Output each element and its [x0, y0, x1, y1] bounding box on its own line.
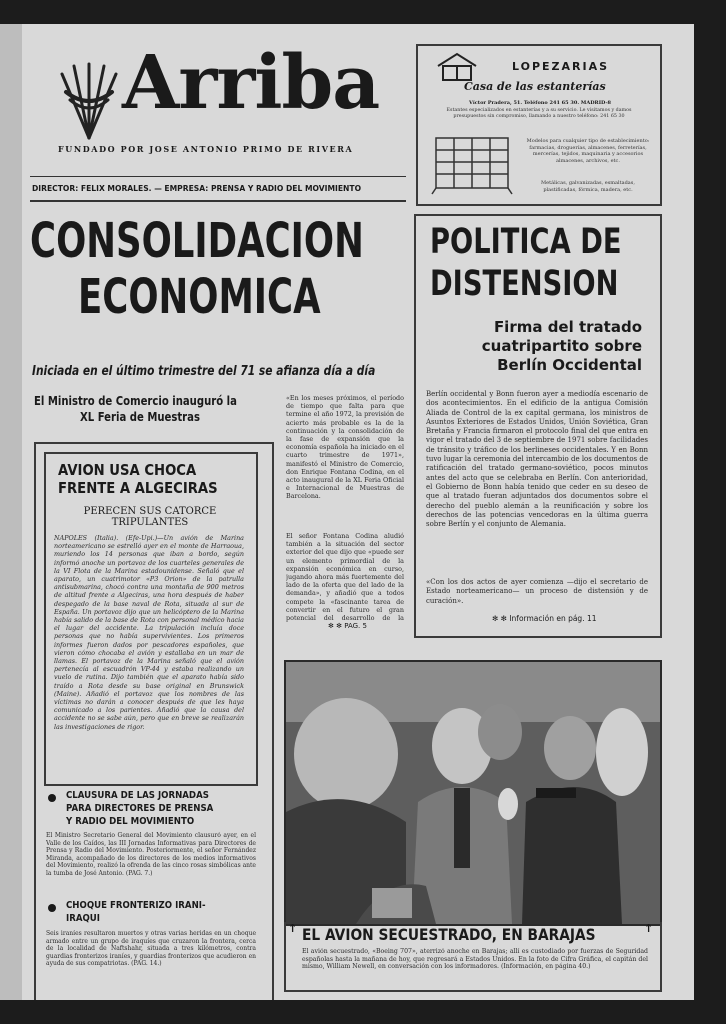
clausura-title-3: Y RADIO DEL MOVIMIENTO [66, 816, 195, 827]
distension-ref-text: Información en pág. 11 [509, 614, 597, 623]
ad-intro: Estantes especializados en estanterías y a su servicio. Le visitamos y damos presupuestos sin compromiso, llamando a nuestro teléfono: 241 65 30 [446, 108, 632, 119]
avion-usa-subhead-1: PERECEN SUS CATORCE [83, 506, 217, 517]
ad-brand: LOPEZARIAS [512, 60, 610, 73]
choque-title-1: CHOQUE FRONTERIZO IRANI- [66, 900, 206, 911]
photo-caption: El avión secuestrado, «Boeing 707», aterrizó anoche en Barajas; allí es custodiado por fuerzas de Seguridad españolas hasta la mañana de hoy, que regresará a Estados Unidos. En la foto de Cifra Gráfica, el capitán del mismo, William Newell, en conversación con los informadores. (Información, en página 40.) [302, 948, 648, 971]
masthead-title: Arriba [122, 40, 380, 126]
lopezarias-ad [416, 44, 662, 206]
distension-quote: «Con los dos actos de ayer comienza —dijo el secretario de Estado norteamericano— un proceso de distensión y de curación». [426, 578, 648, 605]
avion-usa-headline-1: AVION USA CHOCA [58, 461, 197, 479]
avion-usa-headline-2: FRENTE A ALGECIRAS [58, 479, 218, 497]
distension-body: Berlín occidental y Bonn fueron ayer a mediodía escenario de dos acontecimientos. En el edificio de la antigua Comisión Aliada de Control de la ex capital germana, los ministros de Asuntos Exteriores de Estados Unidos, Unión Soviética, Gran Bretaña y Francia firmaron el protocolo final del que entra en vigor el tratado del 3 de septiembre de 1971 sobre facilidades de tránsito y tráfico de los berlineses occidentales. Y en Bonn tuvo lugar la ceremonia del intercambio de los documentos de ratificación del tratado germano-soviético, pocos minutos antes del acto que se celebraba en Berlín. Con anterioridad, el Gobierno de Bonn había tenido que ceder en su deseo de que al tratado fueran adjuntados dos documentos sobre el derecho del pueblo alemán a la reunificación y sobre los derechos de las potencias vencedoras en la última guerra sobre Berlín y el conjunto de Alemania. [426, 390, 648, 529]
choque-body: Seis iraníes resultaron muertos y otras varias heridas en un choque armado entre un grupo de iraquíes que cruzaron la frontera, cerca de la localidad de Naftshahr, situada a tres kilómetros, contra guardias fronterizos iraníes, y guardias fronterizos que acudieron en ayuda de sus compatriotas. (PAG. 14.) [46, 930, 256, 968]
main-story-body-2: El señor Fontana Codina aludió también a la situación del sector exterior del que dijo que «puede ser un elemento primordial de la expansión económica en curso, jugando ahora más fuertemente del lado de la oferta que del lado de la demanda», y añadió que a todos compete la «fascinante tarea de convertir en el futuro el gran potencial del desarrollo de la [286, 532, 404, 622]
main-deck-line-2: XL Feria de Muestras [80, 410, 200, 424]
clausura-body: El Ministro Secretario General del Movimiento clausuró ayer, en el Valle de los Caídos, las III Jornadas Informativas para Directores de Prensa y Radio del Movimiento. Posteriormente, el señor Fernández Miranda, acompañado de los directores de los medios informativos del Movimiento, realizó la ofrenda de las cinco rosas simbólicas ante la tumba de José Antonio. (PAG. 7.) [46, 832, 256, 877]
avion-usa-subhead-2: TRIPULANTES [111, 517, 189, 528]
photo-headline: EL AVION SECUESTRADO, EN BARAJAS [302, 925, 596, 944]
arrow-up-icon: ↑ [288, 922, 298, 935]
main-headline-line-2: ECONOMICA [78, 269, 321, 325]
ad-tagline: Casa de las estanterías [464, 80, 606, 93]
main-story-ref [328, 622, 367, 630]
distension-headline-2: DISTENSION [430, 264, 619, 304]
main-headline-line-1: CONSOLIDACION [30, 213, 364, 269]
yoke-and-arrows-emblem [56, 58, 122, 140]
main-story-body-1: «En los meses próximos, el período de tiempo que falta para que termine el año 1972, la previsión de acierto más probable es la de la continuación y la consolidación de la fase de expansión que la economía española ha iniciado en el cuarto trimestre de 1971», manifestó el Ministro de Comercio, don Enrique Fontana Codina, en el acto inaugural de la XL Feria Oficial e Internacional de Muestras de Barcelona. [286, 394, 404, 501]
masthead-rule-top [30, 176, 406, 177]
distension-ref [492, 614, 597, 623]
masthead-founded-line: FUNDADO POR JOSE ANTONIO PRIMO DE RIVERA [58, 144, 354, 154]
distension-subhead-3: Berlín Occidental [497, 356, 642, 374]
distension-headline-1: POLITICA DE [430, 222, 622, 262]
main-subhead: Iniciada en el último trimestre del 71 se afianza día a día [32, 364, 376, 379]
ad-models: Modelos para cualquier tipo de establecimiento: farmacias, droguerías, almacenes, ferreterías, mercerías, tejidos, maquinaria y accesorios almacenes, archivos, etc. [526, 138, 650, 164]
photo-scene-illustration [286, 662, 660, 924]
distension-subhead-2: cuatripartito sobre [481, 337, 642, 355]
main-deck-line-1: El Ministro de Comercio inauguró la [34, 394, 237, 408]
masthead-credits: DIRECTOR: FELIX MORALES. — EMPRESA: PRENSA Y RADIO DEL MOVIMIENTO [32, 184, 362, 193]
house-logo-icon [434, 52, 480, 82]
main-story-ref-text: PAG. 5 [344, 622, 367, 630]
bullet-icon [48, 794, 56, 802]
arrow-up-icon: ↑ [644, 922, 654, 935]
ad-finishes: Metálicas, galvanizadas, esmaltadas, plastificadas, fórmica, madera, etc. [541, 180, 635, 193]
newspaper-page [22, 24, 694, 1000]
news-photo-hijacked-plane-captain [284, 660, 662, 926]
ad-address: Víctor Pradera, 51. Teléfono 241 65 30. MADRID-8 [468, 100, 612, 106]
distension-subhead-1: Firma del tratado [493, 318, 642, 336]
masthead-rule-bottom [30, 200, 406, 202]
avion-usa-body: NAPOLES (Italia). (Efe-Upi.)—Un avión de Marina norteamericano se estrelló ayer en el monte de Harraoua, muriendo los 14 personas que iban a bordo, según informó anoche un portavoz de los cuarteles generales de la VI Flota de la Marina estadounidense. Señaló que el aparato, un cuatrimotor «P3 Orion» de la patrulla antisubmarina, chocó contra una montaña de 900 metros de altitud frente a Algeciras, una hora después de haber despegado de la base naval de Rota, situada al sur de España. Un portavoz dijo que un helicóptero de la Marina había salido de la base de Rota con personal médico hacia el lugar del accidente. La tripulación incluía doce personas que no había supervivientes. Los primeros informes fueron dados por pescadores españoles, que vieron cómo chocaba el avión y estallaba en un mar de llamas. El portavoz de la Marina señaló que el avión pertenecía al escuadrón VP-44 y estaba realizando un vuelo de rutina. Dijo también que el aparato había sido traído a Rota desde su base original en Brunswick (Maine). Añadió el portavoz que los nombres de las víctimas no darán a conocer después de que les haya comunicado a los parientes. Añadió que la causa del accidente no se sabe aún, pero que en breve se realizarán las investigaciones de rigor. [54, 534, 244, 731]
asterisk-icon: ✻ ✻ [492, 614, 510, 623]
clausura-title-2: PARA DIRECTORES DE PRENSA [66, 803, 214, 814]
bullet-icon [48, 904, 56, 912]
asterisk-icon: ✻ ✻ [328, 622, 345, 630]
choque-title-2: IRAQUI [66, 913, 100, 924]
clausura-title-1: CLAUSURA DE LAS JORNADAS [66, 790, 209, 801]
shelving-unit-illustration [430, 134, 516, 196]
page-binding-edge [0, 24, 23, 1000]
